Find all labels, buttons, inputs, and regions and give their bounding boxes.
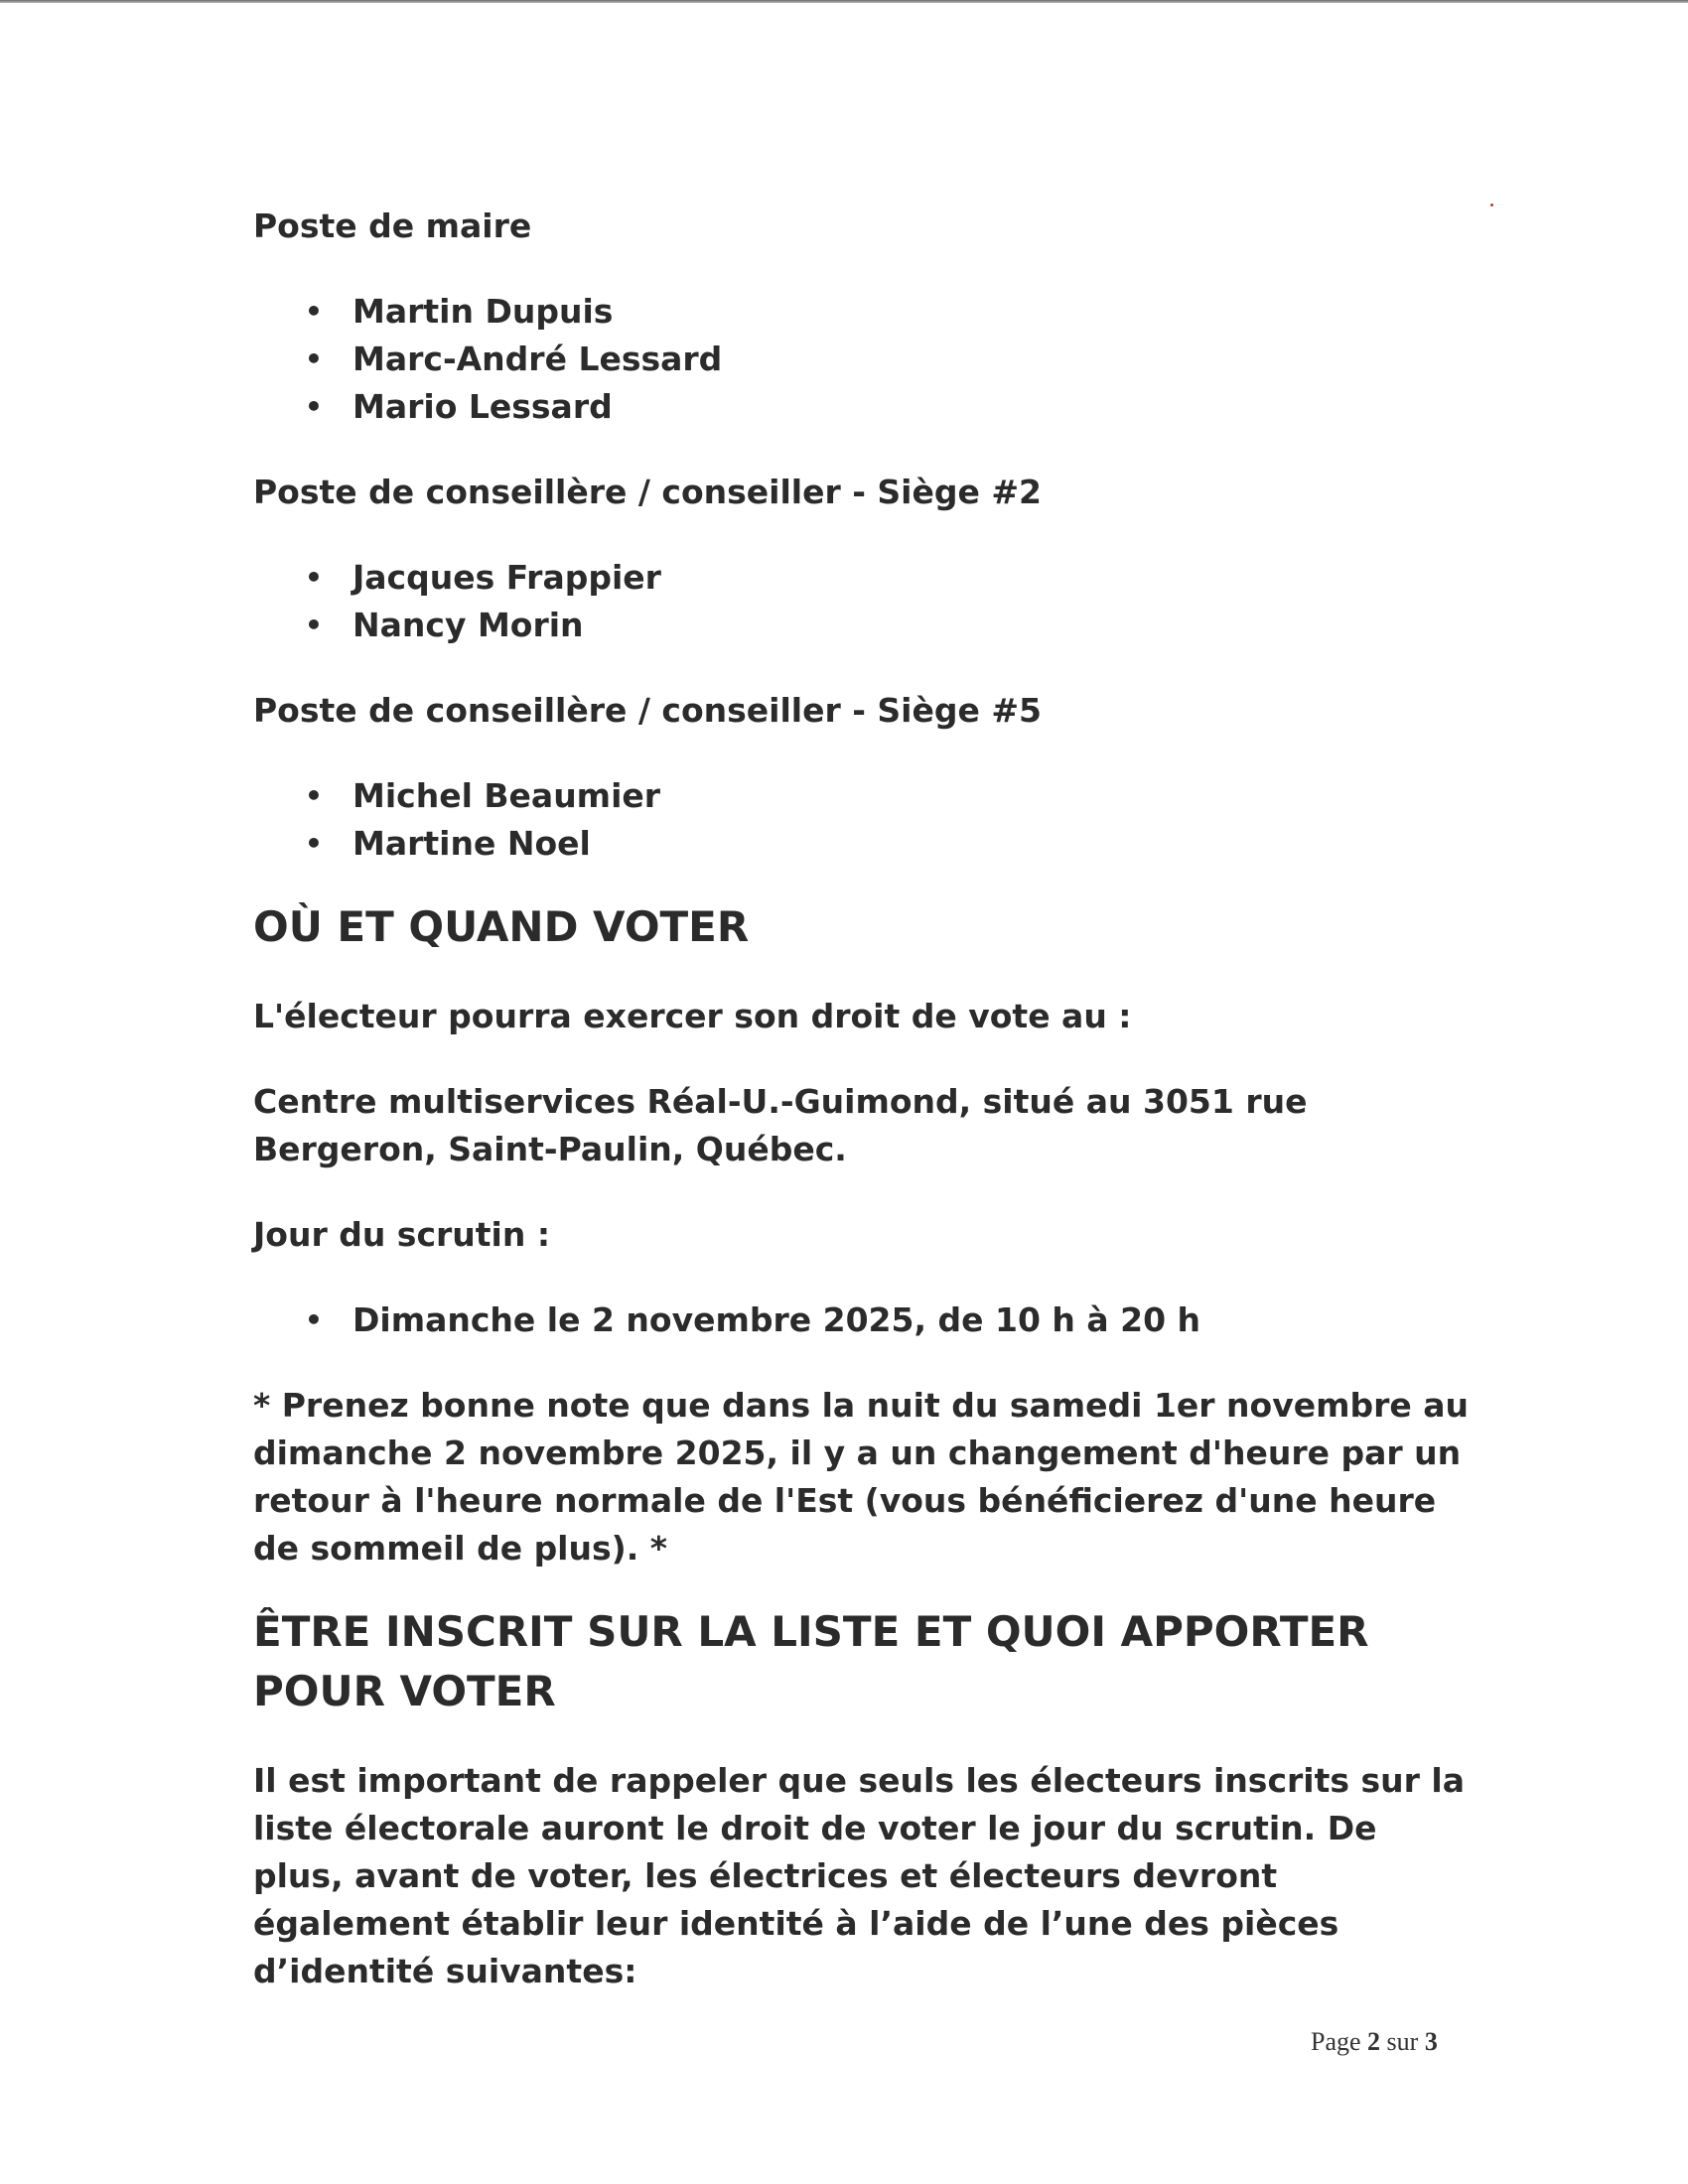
list-item: • Martine Noel <box>253 820 1475 868</box>
seat2-candidate-list <box>253 554 1475 649</box>
scan-speck <box>1490 204 1493 206</box>
page-number-current: 2 <box>1367 2027 1381 2056</box>
registration-paragraph: Il est important de rappeler que seuls les électeurs inscrits sur la liste électorale auront le droit de voter le jour du scrutin. De plus, avant de voter, les électrices et électeurs devront également établir leur identité à l’aide de l’une des pièces d’identité suivantes: <box>253 1761 1465 1990</box>
mayor-candidate-list <box>253 288 1475 431</box>
list-item: • Nancy Morin <box>253 602 1475 649</box>
page-number-prefix: Page <box>1311 2027 1361 2056</box>
list-item: • Marc-André Lessard <box>253 336 1475 383</box>
page-content <box>253 203 1475 2033</box>
mayor-section-label: Poste de maire <box>253 206 532 245</box>
list-item: • Michel Beaumier <box>253 772 1475 820</box>
list-item: • Mario Lessard <box>253 383 1475 431</box>
seat5-section-label: Poste de conseillère / conseiller - Siège #5 <box>253 691 1042 730</box>
voting-day-list <box>253 1297 1475 1344</box>
voting-day-label: Jour du scrutin : <box>253 1215 551 1254</box>
seat2-section-label: Poste de conseillère / conseiller - Siège #2 <box>253 473 1042 511</box>
page-number-middle: sur <box>1386 2027 1419 2056</box>
seat5-candidate-list <box>253 772 1475 868</box>
page-number-total: 3 <box>1424 2027 1438 2056</box>
scan-edge-line <box>0 0 1688 3</box>
list-item: • Dimanche le 2 novembre 2025, de 10 h à 20 h <box>253 1297 1475 1344</box>
where-when-intro: L'électeur pourra exercer son droit de vote au : <box>253 997 1132 1035</box>
page-number <box>1311 2027 1438 2057</box>
voting-location: Centre multiservices Réal-U.-Guimond, situé au 3051 rue Bergeron, Saint-Paulin, Québec. <box>253 1082 1308 1168</box>
list-item: • Martin Dupuis <box>253 288 1475 336</box>
registration-heading: ÊTRE INSCRIT SUR LA LISTE ET QUOI APPORTER POUR VOTER <box>253 1607 1369 1715</box>
where-when-heading: OÙ ET QUAND VOTER <box>253 902 750 951</box>
time-change-note: * Prenez bonne note que dans la nuit du samedi 1er novembre au dimanche 2 novembre 2025, il y a un changement d'heure par un retour à l'heure normale de l'Est (vous bénéficierez d'une heure de sommeil de plus). * <box>253 1386 1470 1568</box>
list-item: • Jacques Frappier <box>253 554 1475 602</box>
